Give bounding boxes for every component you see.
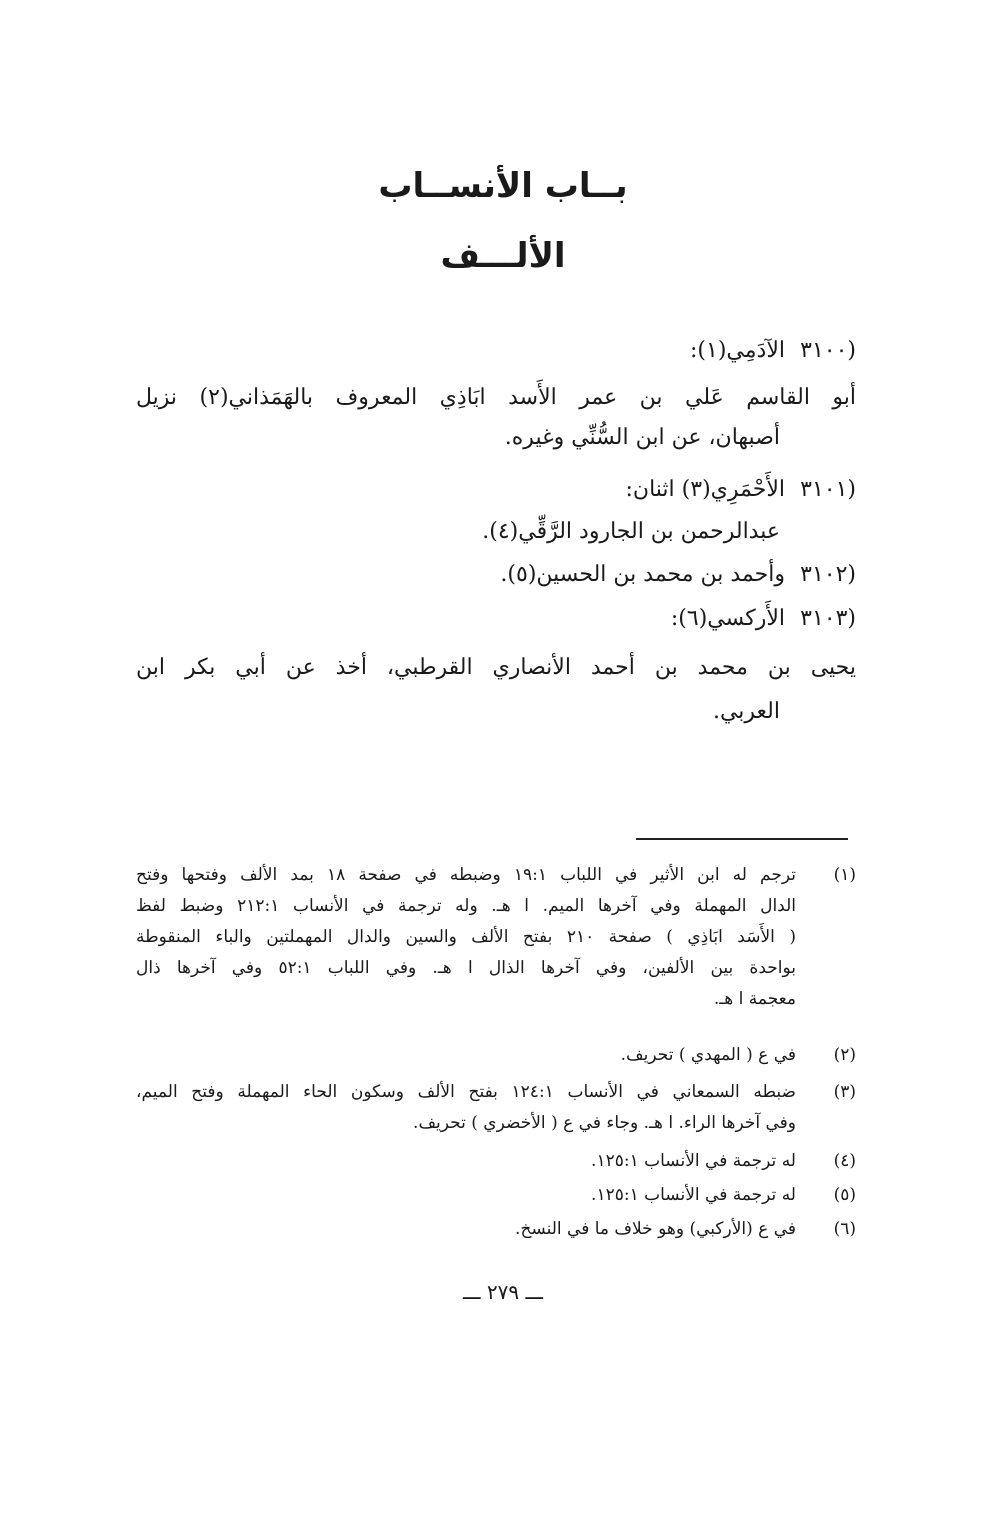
footnote-line: ترجم له ابن الأثير في اللباب ١٩:١ وضبطه في صفحة ١٨ بمد الألف وفتحها وفتح	[136, 865, 796, 885]
entry-line: أصبهان، عن ابن السُّنِّي وغيره.	[504, 425, 780, 450]
footnote-line: في ع ( المهدي ) تحريف.	[620, 1045, 796, 1065]
entry-title: الأَحْمَرِي(٣) اثنان:	[625, 477, 785, 502]
entry-paragraph	[136, 648, 856, 688]
entry-heading	[136, 557, 856, 593]
footnote-text	[136, 1077, 796, 1139]
footnote-line: في ع (الأركبي) وهو خلاف ما في النسخ.	[515, 1219, 796, 1239]
entry-title: الأَركسي(٦):	[670, 606, 785, 631]
footnote-text	[136, 860, 796, 1015]
entry-heading	[136, 333, 856, 369]
footnote-line: ( الأَسَد ابَاذِي ) صفحة ٢١٠ بفتح الألف والسين والدال المهملتين والباء المنقوطة	[136, 927, 796, 947]
footnote-line: وفي آخرها الراء. ا هـ. وجاء في ع ( الأخضري ) تحريف.	[413, 1113, 796, 1133]
chapter-title: بــاب الأنســاب	[378, 166, 628, 206]
footnote	[136, 1214, 856, 1245]
section-title: الألـــف	[440, 236, 566, 276]
footnote-text	[136, 1214, 796, 1245]
entry-title: وأحمد بن محمد بن الحسين(٥).	[500, 562, 785, 587]
footnote	[136, 1077, 856, 1139]
entry-line: يحيى بن محمد بن أحمد الأنصاري القرطبي، أخذ عن أبي بكر ابن	[136, 655, 856, 680]
entry-number: (٣١٠٢	[800, 562, 856, 587]
footnote-text	[136, 1040, 796, 1071]
footnote	[136, 1146, 856, 1177]
entry-paragraph	[136, 692, 780, 732]
entry-paragraph	[136, 418, 780, 458]
entry-number: (٣١٠٠	[800, 338, 856, 363]
entry-line: عبدالرحمن بن الجارود الرَّقِّي(٤).	[482, 519, 780, 544]
entry-heading	[136, 601, 856, 637]
footnote-number: (١)	[833, 865, 856, 885]
entry-line: العربي.	[712, 699, 780, 724]
footnote-number: (٢)	[833, 1045, 856, 1065]
footnote-number: (٣)	[833, 1082, 856, 1102]
entry-number: (٣١٠٣	[800, 606, 856, 631]
footnote-number: (٤)	[833, 1151, 856, 1171]
footnote-line: بواحدة بين الألفين، وفي آخرها الذال ا هـ. وفي اللباب ٥٢:١ وفي آخرها ذال	[136, 958, 796, 978]
footnote-text	[136, 1146, 796, 1177]
page-number: ـــ ٢٧٩ ـــ	[462, 1280, 544, 1304]
entry-title: الآدَمِي(١):	[690, 338, 785, 363]
entry-line: أبو القاسم عَلي بن عمر الأَسد ابَاذِي المعروف بالهَمَذاني(٢) نزيل	[136, 385, 857, 410]
footnote	[136, 860, 856, 1015]
footnote-number: (٥)	[833, 1185, 856, 1205]
footnote-line: ضبطه السمعاني في الأنساب ١٢٤:١ بفتح الألف وسكون الحاء المهملة وفتح الميم،	[136, 1082, 796, 1102]
entry-paragraph	[136, 512, 780, 552]
footnote	[136, 1040, 856, 1071]
footnote-line: الدال المهملة وفي آخرها الميم. ا هـ. وله ترجمة في الأنساب ٢١٢:١ وضبط لفظ	[136, 896, 796, 916]
footnote-number: (٦)	[833, 1219, 856, 1239]
entry-paragraph	[136, 378, 856, 418]
footnote-line: معجمة ا هـ.	[713, 989, 796, 1009]
entry-heading	[136, 472, 856, 508]
footnote-separator	[636, 838, 848, 840]
footnote-text	[136, 1180, 796, 1211]
footnote-line: له ترجمة في الأنساب ١٢٥:١.	[591, 1185, 796, 1205]
entry-number: (٣١٠١	[800, 477, 856, 502]
footnote-line: له ترجمة في الأنساب ١٢٥:١.	[591, 1151, 796, 1171]
footnote	[136, 1180, 856, 1211]
